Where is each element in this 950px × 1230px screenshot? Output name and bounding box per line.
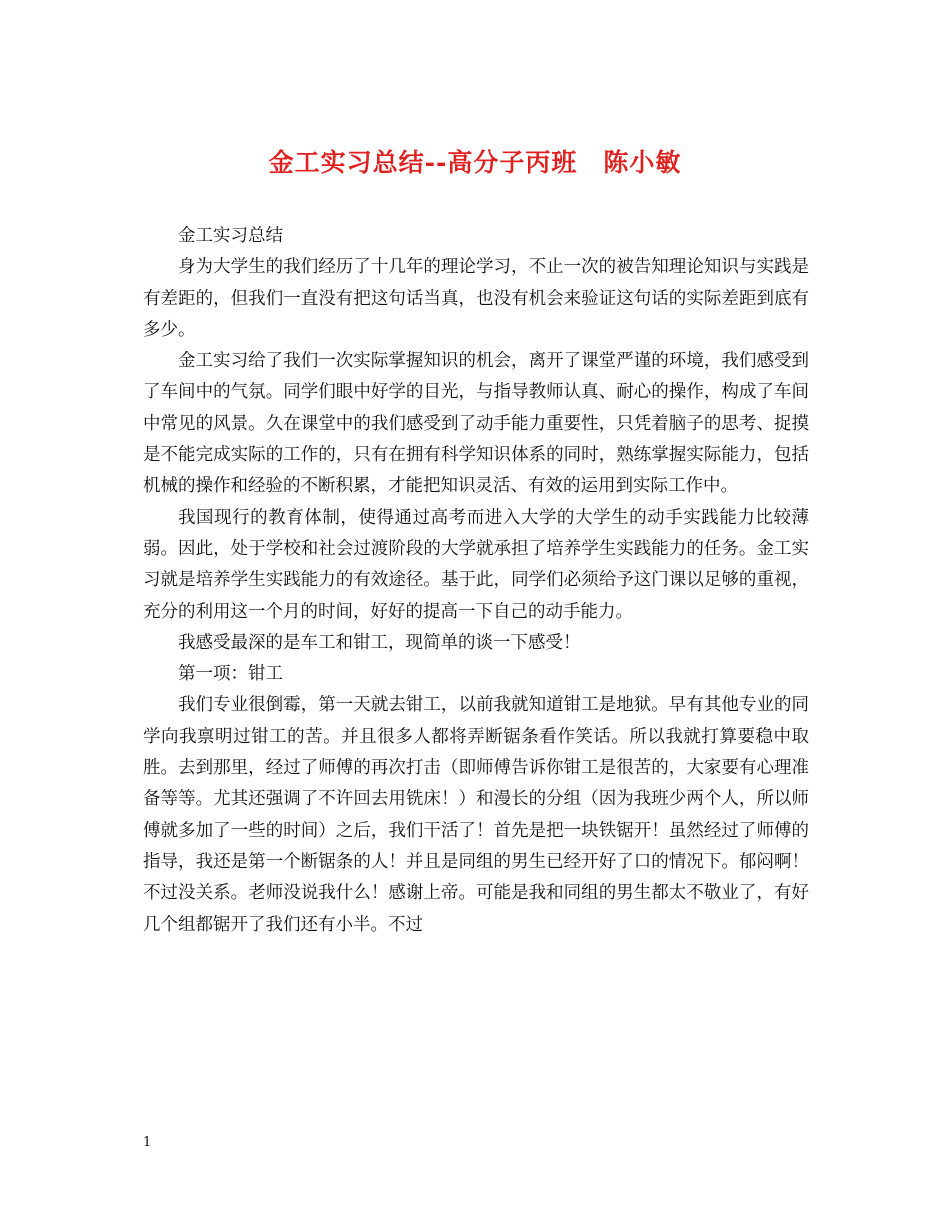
paragraph-heading: 金工实习总结 [178,226,283,246]
paragraph: 身为大学生的我们经历了十几年的理论学习，不止一次的被告知理论知识与实践是有差距的，但我们一直没有把这句话当真，也没有机会来验证这句话的实际差距到底有多少。 [143,257,809,340]
paragraph: 我感受最深的是车工和钳工，现简单的谈一下感受！ [178,632,581,653]
document-title: 金工实习总结--高分子丙班 陈小敏 [268,148,682,177]
paragraph: 我国现行的教育体制，使得通过高考而进入大学的大学生的动手实践能力比较薄弱。因此，处于学校和社会过渡阶段的大学就承担了培养学生实践能力的任务。金工实习就是培养学生实践能力的有效途径。基于此，同学们必须给予这门课以足够的重视，充分的利用这一个月的时间，好好的提高一下自己的动手能力。 [143,507,809,622]
page-number: 1 [143,1135,152,1150]
document-body [143,221,809,941]
section-heading: 第一项：钳工 [178,664,283,685]
paragraph: 我们专业很倒霉，第一天就去钳工，以前我就知道钳工是地狱。早有其他专业的同学向我禀明过钳工的苦。并且很多人都将弄断锯条看作笑话。所以我就打算要稳中取胜。去到那里，经过了师傅的再次打击（即师傅告诉你钳工是很苦的，大家要有心理准备等等。尤其还强调了不许回去用铣床！）和漫长的分组（因为我班少两个人，所以师傅就多加了一些的时间）之后，我们干活了！首先是把一块铁锯开！虽然经过了师傅的指导，我还是第一个断锯条的人！并且是同组的男生已经开好了口的情况下。郁闷啊！不过没关系。老师没说我什么！感谢上帝。可能是我和同组的男生都太不敬业了，有好几个组都锯开了我们还有小半。不过 [143,695,809,935]
paragraph: 金工实习给了我们一次实际掌握知识的机会，离开了课堂严谨的环境，我们感受到了车间中的气氛。同学们眼中好学的目光，与指导教师认真、耐心的操作，构成了车间中常见的风景。久在课堂中的我们感受到了动手能力重要性，只凭着脑子的思考、捉摸是不能完成实际的工作的，只有在拥有科学知识体系的同时，熟练掌握实际能力，包括机械的操作和经验的不断积累，才能把知识灵活、有效的运用到实际工作中。 [143,351,809,497]
